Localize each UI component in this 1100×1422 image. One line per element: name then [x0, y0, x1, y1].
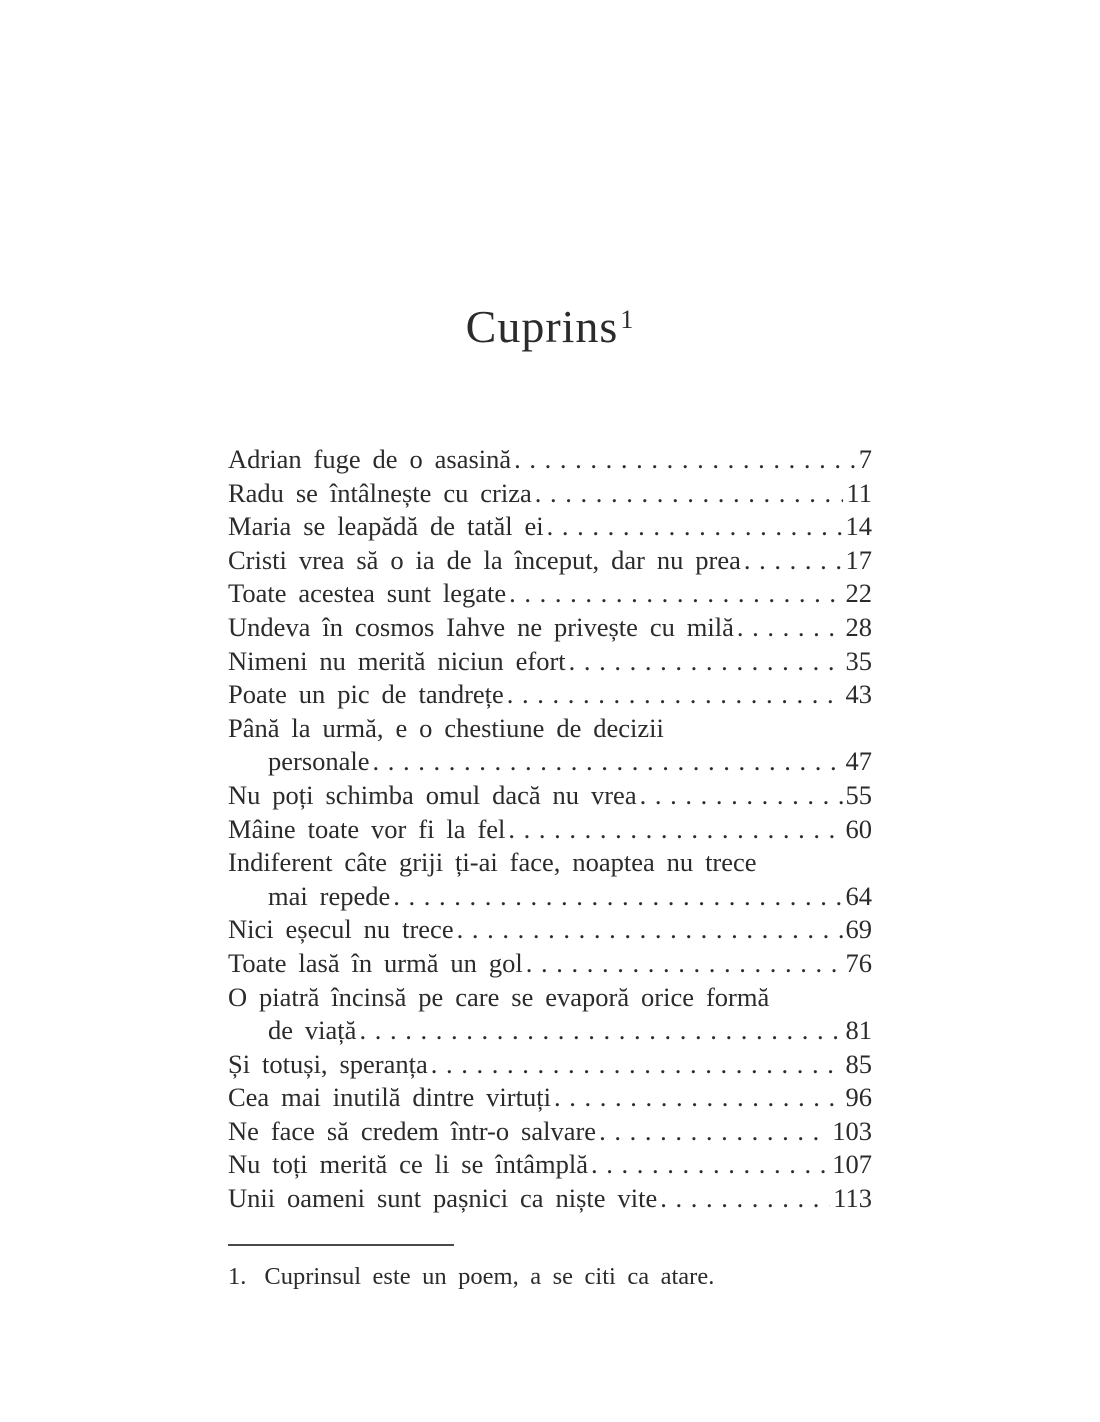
- toc-entry: [228, 981, 872, 1015]
- toc-entry-page: 11: [846, 477, 872, 508]
- toc-entry-title: Radu se întâlnește cu criza: [228, 477, 532, 508]
- toc-entry: [228, 712, 872, 746]
- toc-dot-leader: [640, 779, 843, 813]
- toc-dot-leader: [547, 510, 843, 544]
- toc-entry-page: 64: [845, 880, 872, 911]
- toc-entry-title: Mâine toate vor fi la fel: [228, 813, 506, 844]
- toc-entry-page: 85: [845, 1048, 872, 1079]
- toc-dot-leader: [393, 880, 842, 914]
- table-of-contents: [228, 443, 872, 1216]
- toc-entry-title: mai repede: [268, 880, 391, 911]
- toc-entry-title: personale: [268, 746, 370, 777]
- toc-entry-page: 22: [845, 578, 872, 609]
- toc-entry-title: Undeva în cosmos Iahve ne privește cu milă: [228, 611, 734, 642]
- toc-entry-page: 7: [858, 444, 872, 474]
- toc-entry-page: 28: [845, 611, 872, 642]
- toc-entry: [228, 1148, 872, 1182]
- toc-entry-title: Toate lasă în urmă un gol: [228, 947, 523, 978]
- toc-entry-title: Toate acestea sunt legate: [228, 578, 507, 609]
- toc-entry: [228, 1115, 872, 1149]
- toc-dot-leader: [508, 813, 842, 847]
- toc-dot-leader: [554, 1081, 843, 1115]
- footnote-line: [228, 1262, 872, 1292]
- toc-entry: [228, 813, 872, 847]
- toc-entry-title: Nici eșecul nu trece: [228, 914, 454, 945]
- toc-entry: [228, 510, 872, 544]
- toc-entry: [228, 477, 872, 511]
- toc-dot-leader: [535, 477, 844, 511]
- toc-dot-leader: [514, 443, 856, 477]
- toc-entry: [228, 443, 872, 477]
- toc-entry: [228, 1182, 872, 1216]
- toc-dot-leader: [569, 645, 843, 679]
- toc-entry-title: Maria se leapădă de tatăl ei: [228, 511, 544, 542]
- toc-dot-leader: [509, 577, 842, 611]
- toc-entry-page: 107: [832, 1149, 872, 1180]
- toc-entry-page: 35: [845, 645, 872, 676]
- footnote-rule: [228, 1244, 454, 1246]
- toc-entry-title: Adrian fuge de o asasină: [228, 444, 512, 474]
- toc-dot-leader: [599, 1115, 829, 1149]
- toc-entry: [228, 577, 872, 611]
- page-title: [0, 300, 1100, 353]
- toc-entry-title: Nimeni nu merită niciun efort: [228, 645, 566, 676]
- toc-entry-title: Unii oameni sunt pașnici ca niște vite: [228, 1183, 658, 1214]
- toc-entry: [228, 947, 872, 981]
- toc-dot-leader: [431, 1048, 843, 1082]
- toc-entry-page: 47: [845, 746, 872, 777]
- toc-entry: [228, 779, 872, 813]
- toc-entry-title: Poate un pic de tandrețe: [228, 679, 504, 710]
- toc-entry: [228, 880, 872, 914]
- toc-entry-title: Până la urmă, e o chestiune de decizii: [228, 712, 664, 743]
- toc-dot-leader: [526, 947, 843, 981]
- toc-entry-page: 103: [832, 1115, 872, 1146]
- title-footnote-ref: 1: [620, 305, 635, 334]
- toc-dot-leader: [737, 611, 843, 645]
- toc-entry: [228, 1048, 872, 1082]
- footnote-text: Cuprinsul este un poem, a se citi ca atare.: [264, 1263, 715, 1290]
- toc-entry-title: Indiferent câte griji ți-ai face, noaptea nu trece: [228, 847, 757, 878]
- toc-entry: [228, 1081, 872, 1115]
- toc-dot-leader: [591, 1148, 829, 1182]
- toc-entry-title: Nu poți schimba omul dacă nu vrea: [228, 779, 637, 810]
- toc-entry-page: 43: [845, 679, 872, 710]
- toc-entry: [228, 544, 872, 578]
- toc-dot-leader: [744, 544, 843, 578]
- toc-entry-page: 76: [845, 947, 872, 978]
- toc-entry-title: Nu toți merită ce li se întâmplă: [228, 1149, 589, 1180]
- toc-entry: [228, 678, 872, 712]
- toc-entry: [228, 913, 872, 947]
- toc-entry: [228, 645, 872, 679]
- page-title-text: Cuprins: [465, 301, 619, 352]
- toc-entry: [228, 611, 872, 645]
- toc-entry-page: 81: [845, 1015, 872, 1046]
- toc-entry-title: Ne face să credem într-o salvare: [228, 1115, 597, 1146]
- toc-entry-title: Cea mai inutilă dintre virtuți: [228, 1082, 551, 1113]
- toc-entry-title: O piatră încinsă pe care se evaporă orice formă: [228, 981, 770, 1012]
- toc-dot-leader: [373, 745, 843, 779]
- toc-entry: [228, 1014, 872, 1048]
- toc-dot-leader: [457, 913, 843, 947]
- toc-entry-page: 113: [833, 1183, 872, 1214]
- footnote-marker: 1.: [228, 1263, 247, 1290]
- toc-entry: [228, 745, 872, 779]
- toc-entry-page: 69: [845, 914, 872, 945]
- toc-entry-page: 17: [845, 544, 872, 575]
- toc-dot-leader: [507, 678, 843, 712]
- footnote: [228, 1244, 872, 1292]
- toc-entry-title: Cristi vrea să o ia de la început, dar nu prea: [228, 544, 741, 575]
- toc-dot-leader: [660, 1182, 830, 1216]
- toc-entry-page: 14: [845, 511, 872, 542]
- toc-entry-page: 60: [845, 813, 872, 844]
- toc-entry-page: 96: [845, 1082, 872, 1113]
- toc-entry: [228, 846, 872, 880]
- toc-entry-title: Și totuși, speranța: [228, 1048, 428, 1079]
- toc-entry-title: de viață: [268, 1015, 357, 1046]
- toc-dot-leader: [359, 1014, 842, 1048]
- toc-entry-page: 55: [845, 779, 872, 810]
